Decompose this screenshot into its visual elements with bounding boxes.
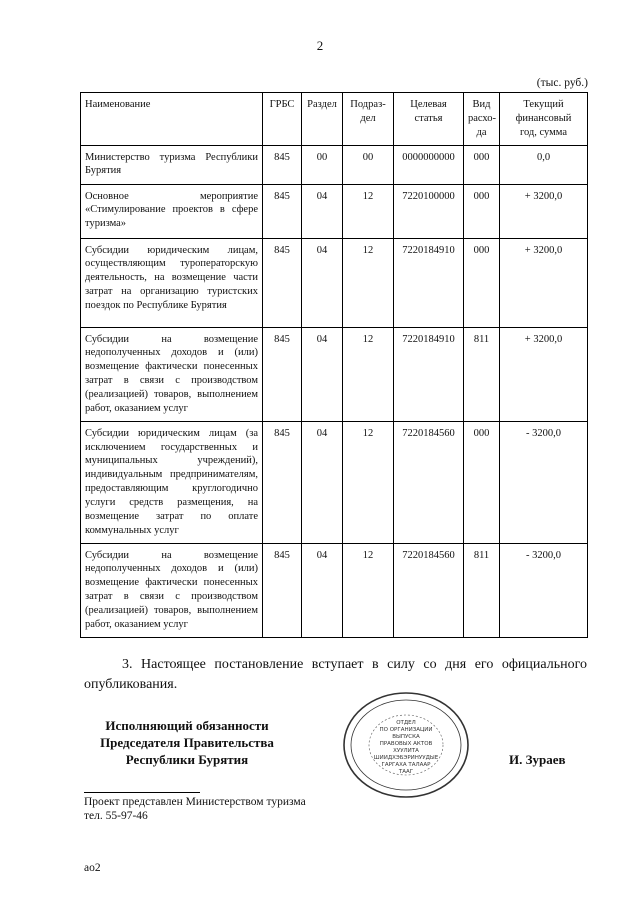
cell-section: 04	[302, 238, 343, 327]
signer-title-line: Председателя Правительства	[100, 735, 274, 750]
header-name: Наименование	[81, 93, 263, 146]
cell-name: Основное мероприятие «Стимулирование проектов в сфере туризма»	[81, 184, 263, 238]
cell-subsection: 00	[343, 145, 394, 184]
units-label: (тыс. руб.)	[536, 77, 588, 89]
footnote-divider	[84, 792, 200, 793]
cell-section: 04	[302, 327, 343, 421]
cell-target: 7220184560	[394, 543, 464, 637]
cell-grbs: 845	[263, 327, 302, 421]
page-number: 2	[316, 38, 324, 53]
cell-subsection: 12	[343, 238, 394, 327]
cell-target: 0000000000	[394, 145, 464, 184]
cell-expense: 811	[464, 543, 500, 637]
table-row	[81, 421, 588, 543]
cell-amount: + 3200,0	[500, 327, 588, 421]
svg-text:ШИИДХЭБЭРИНУУДЫЕ: ШИИДХЭБЭРИНУУДЫЕ	[373, 755, 439, 761]
cell-subsection: 12	[343, 327, 394, 421]
project-note	[84, 795, 306, 823]
svg-text:ОТДЕЛ: ОТДЕЛ	[396, 720, 416, 726]
project-note-line: Проект представлен Министерством туризма	[84, 796, 306, 808]
cell-subsection: 12	[343, 184, 394, 238]
cell-target: 7220184910	[394, 327, 464, 421]
svg-text:ПО ОРГАНИЗАЦИИ: ПО ОРГАНИЗАЦИИ	[379, 727, 433, 733]
cell-name: Субсидии юридическим лицам, осуществляющим туроператорскую деятельность, на возмещение части затрат на организацию туристских поездок по Республике Бурятия	[81, 238, 263, 327]
cell-subsection: 12	[343, 543, 394, 637]
cell-section: 04	[302, 184, 343, 238]
signer-title-line: Исполняющий обязанности	[105, 718, 269, 733]
header-expense: Вид расхо- да	[464, 93, 500, 146]
cell-amount: - 3200,0	[500, 543, 588, 637]
svg-text:ТААГ: ТААГ	[398, 769, 414, 775]
cell-section: 04	[302, 421, 343, 543]
svg-text:ПРАВОВЫХ АКТОВ: ПРАВОВЫХ АКТОВ	[379, 741, 433, 747]
table-row	[81, 145, 588, 184]
signer-title-line: Республики Бурятия	[125, 752, 249, 767]
cell-expense: 811	[464, 327, 500, 421]
table-header-row	[81, 93, 588, 146]
cell-amount: 0,0	[500, 145, 588, 184]
table-row	[81, 543, 588, 637]
signer-name: И. Зураев	[509, 752, 566, 767]
cell-name: Министерство туризма Республики Бурятия	[81, 145, 263, 184]
cell-section: 04	[302, 543, 343, 637]
cell-section: 00	[302, 145, 343, 184]
cell-amount: + 3200,0	[500, 238, 588, 327]
cell-expense: 000	[464, 421, 500, 543]
cell-expense: 000	[464, 145, 500, 184]
project-phone: тел. 55-97-46	[84, 810, 148, 822]
cell-amount: - 3200,0	[500, 421, 588, 543]
cell-amount: + 3200,0	[500, 184, 588, 238]
header-amount: Текущий финансовый год, сумма	[500, 93, 588, 146]
cell-grbs: 845	[263, 145, 302, 184]
svg-text:ХУУЛИТА: ХУУЛИТА	[393, 748, 419, 754]
cell-target: 7220184560	[394, 421, 464, 543]
cell-grbs: 845	[263, 238, 302, 327]
cell-expense: 000	[464, 184, 500, 238]
table-row	[81, 184, 588, 238]
header-target: Целевая статья	[394, 93, 464, 146]
svg-text:ВЫПУСКА: ВЫПУСКА	[392, 734, 420, 740]
cell-name: Субсидии на возмещение недополученных доходов и (или) возмещение фактически понесенных затрат в связи с производством (реализацией) товаров, выполнением работ, оказанием услуг	[81, 327, 263, 421]
table-row	[81, 327, 588, 421]
cell-name: Субсидии на возмещение недополученных доходов и (или) возмещение фактически понесенных затрат в связи с производством (реализацией) товаров, выполнением работ, оказанием услуг	[81, 543, 263, 637]
cell-grbs: 845	[263, 184, 302, 238]
cell-subsection: 12	[343, 421, 394, 543]
header-grbs: ГРБС	[263, 93, 302, 146]
cell-name: Субсидии юридическим лицам (за исключением государственных и муниципальных учреждений), индивидуальным предпринимателям, предоставляющим круглогодично услуги средств размещения, на возмещение затрат по оплате коммунальных услуг	[81, 421, 263, 543]
cell-target: 7220100000	[394, 184, 464, 238]
document-code: ao2	[84, 862, 101, 874]
cell-target: 7220184910	[394, 238, 464, 327]
cell-grbs: 845	[263, 543, 302, 637]
signer-title	[82, 717, 292, 768]
header-subsection: Подраз- дел	[343, 93, 394, 146]
header-section: Раздел	[302, 93, 343, 146]
table-row	[81, 238, 588, 327]
official-stamp-seal	[341, 690, 471, 800]
cell-expense: 000	[464, 238, 500, 327]
effective-date-clause: 3. Настоящее постановление вступает в силу со дня его официального опубликования.	[84, 657, 587, 692]
budget-table	[80, 92, 588, 638]
cell-grbs: 845	[263, 421, 302, 543]
svg-text:ГАРГАХА ТАЛААР: ГАРГАХА ТАЛААР	[381, 762, 431, 768]
